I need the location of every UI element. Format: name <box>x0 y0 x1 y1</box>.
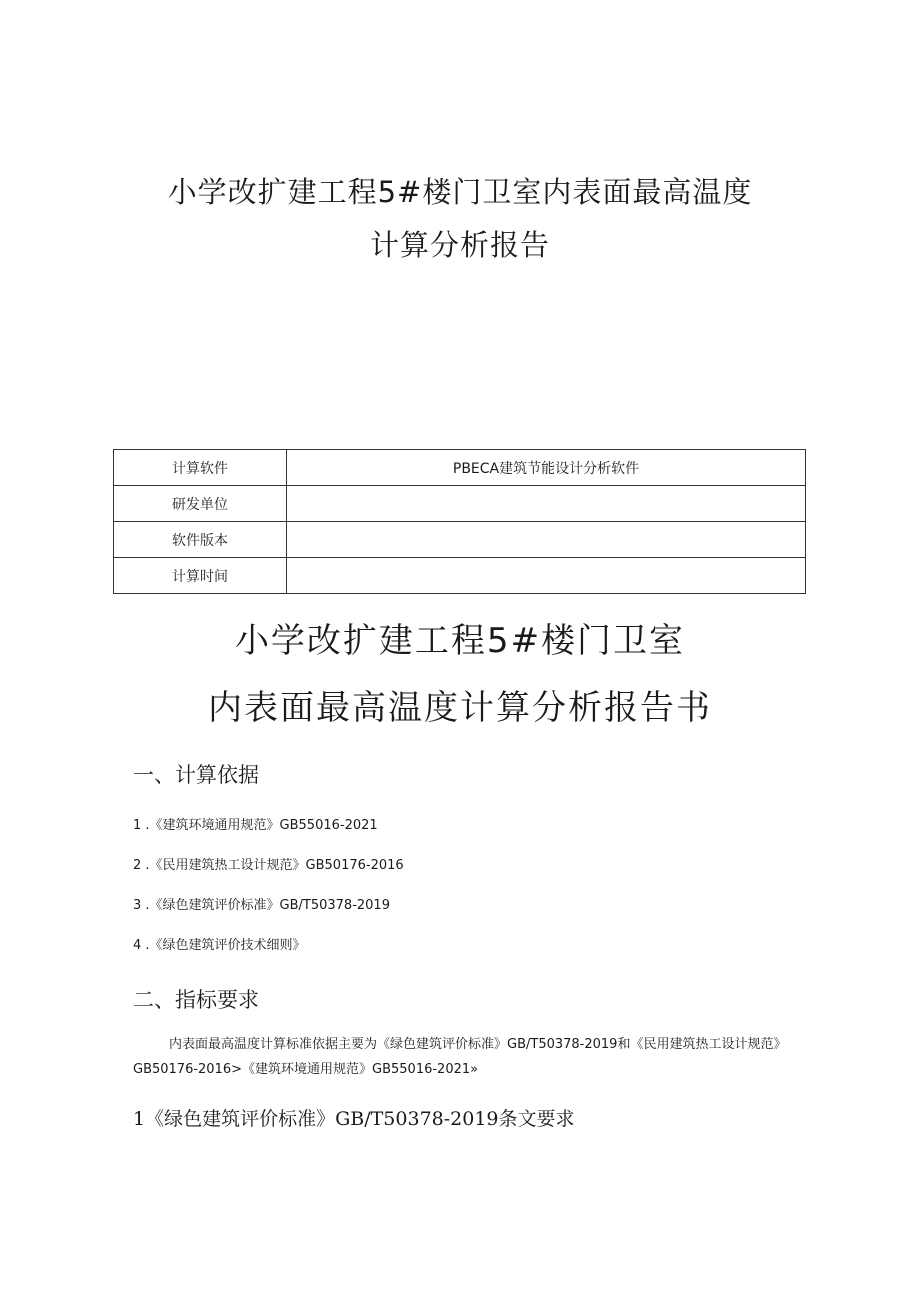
table-row <box>114 450 806 486</box>
row-label: 软件版本 <box>114 522 287 558</box>
software-info-table <box>113 449 806 594</box>
report-title-line2: 内表面最高温度计算分析报告书 <box>208 688 712 728</box>
list-item: 2 .《民用建筑热工设计规范》GB50176-2016 <box>133 858 404 873</box>
list-item: 1 .《建筑环境通用规范》GB55016-2021 <box>133 818 378 833</box>
section-heading-requirements: 二、指标要求 <box>133 988 259 1012</box>
row-value <box>287 522 806 558</box>
report-title-line1: 小学改扩建工程5#楼门卫室 <box>234 621 686 661</box>
row-label: 计算软件 <box>114 450 287 486</box>
table-row <box>114 558 806 594</box>
cover-title-line1: 小学改扩建工程5#楼门卫室内表面最高温度 <box>167 175 753 209</box>
requirements-paragraph: 内表面最高温度计算标准依据主要为《绿色建筑评价标准》GB/T50378-2019和《民用建筑热工设计规范》GB50176-2016>《建筑环境通用规范》GB55016-2021» <box>133 1037 787 1077</box>
clause-heading: 1《绿色建筑评价标准》GB/T50378-2019条文要求 <box>133 1108 575 1130</box>
row-value <box>287 558 806 594</box>
section-heading-basis: 一、计算依据 <box>133 763 259 787</box>
row-value <box>287 486 806 522</box>
table-row <box>114 522 806 558</box>
row-label: 研发单位 <box>114 486 287 522</box>
cover-title-line2: 计算分析报告 <box>369 228 550 262</box>
list-item: 3 .《绿色建筑评价标准》GB/T50378-2019 <box>133 898 390 913</box>
table-row <box>114 486 806 522</box>
row-label: 计算时间 <box>114 558 287 594</box>
row-value: PBECA建筑节能设计分析软件 <box>287 450 806 486</box>
list-item: 4 .《绿色建筑评价技术细则》 <box>133 938 306 953</box>
